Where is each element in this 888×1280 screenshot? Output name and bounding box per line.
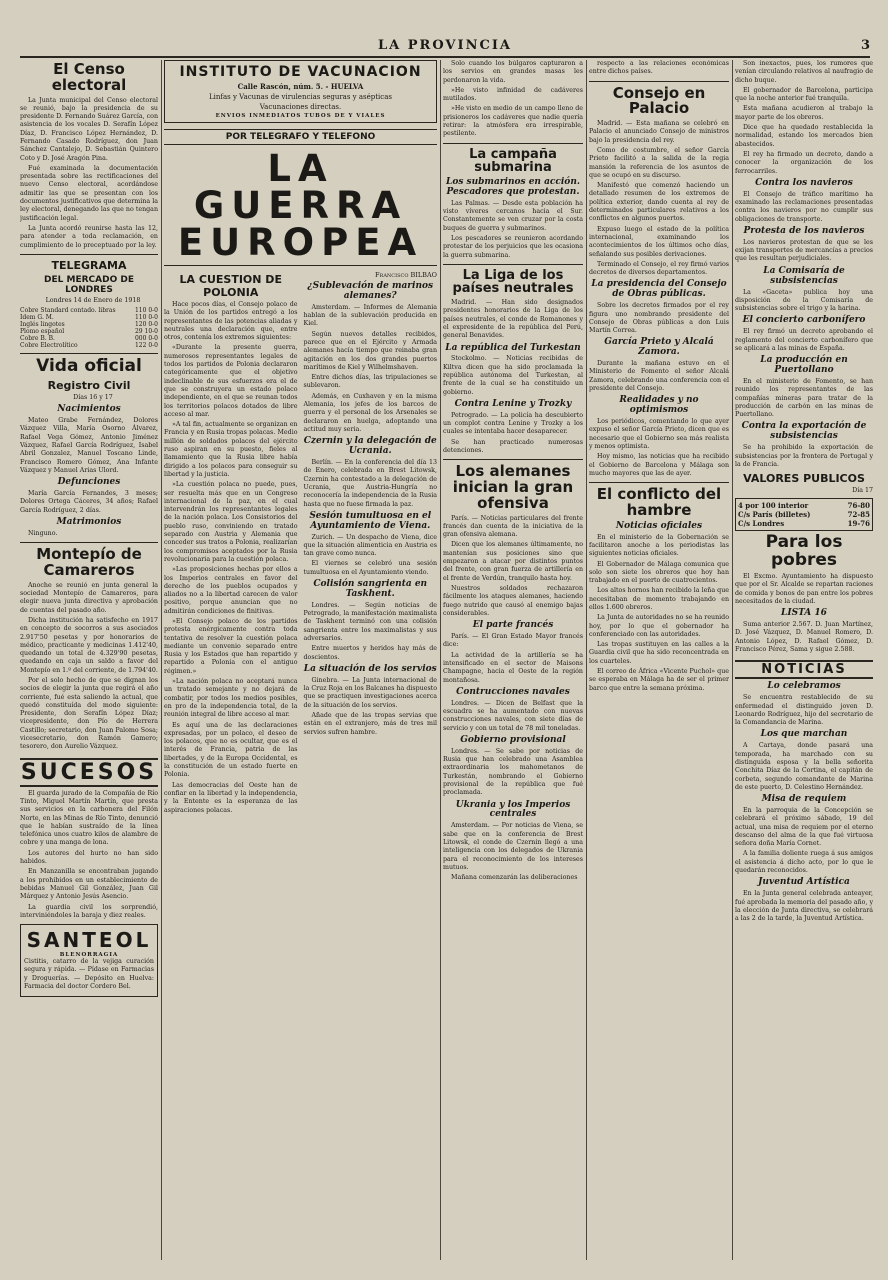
registro-heading: Registro Civil [47, 378, 131, 392]
column-divider [586, 60, 587, 1260]
noticias-heading: NOTICIAS [735, 660, 873, 679]
table-row: C/s París (billetes) 72-85 [738, 510, 870, 520]
valores-date: Día 17 [852, 487, 873, 495]
article-text: Según nuevos detalles recibidos, parece que en el Ejército y Armada alemanes hacía tiempo que reinaba gran agitación en los dos grandes puertos marítimos de Kiel y Wilhelmshaven. [303, 330, 437, 371]
article-text: Londres. — Dicen de Belfast que la escuadra se ha aumentado con nuevas construcciones navales, con siete días de servicio y con un total de 78 mil toneladas. [443, 699, 583, 732]
column-2 [164, 60, 437, 1260]
article-text: El guarda jurado de la Compañía de Río Tinto, Miguel Martín Martín, que presta sus servicios en la carbonera del Filón Norte, en las Minas de Río Tinto, denunció que le habían sustraído de la línea telefónica unos cuatro kilos de alambre de cobre y una manga de lona. [20, 789, 158, 847]
article-text: Manifestó que comenzó haciendo un detallado resumen de los extremos de política exterior, dando cuenta al rey de determinados particulares relativos a los conflictos en algunos puertos. [589, 182, 729, 223]
article-text: Los altos hornos han recibido la leña que necesitaban de momento trabajando en ellos 1.600 obreros. [589, 587, 729, 611]
produccion-heading: La producción en Puertollano [760, 355, 848, 376]
article-text: Madrid. — Han sido designados presidentes honorarios de la Liga de los países neutrales, el conde de Romanones y el expresidente de la república del Perú, general Benavides. [443, 299, 583, 340]
article-text: Stockolmo. — Noticias recibidas de Kiltva dicen que ha sido proclamada la república autónoma del Turkestan, al frente de la cual se ha constituido un gobierno. [443, 355, 583, 396]
alemanes-heading: Los alemanes inician la gran ofensiva [452, 462, 574, 512]
article-text: Los navieros protestan de que se les exijan transportes de mercancías a precios que les resultan perjudiciales. [735, 238, 873, 263]
consejo-heading: Consejo en Palacio [612, 83, 706, 118]
table-row: 4 por 100 interior 76-80 [738, 501, 870, 511]
article-text: Anoche se reunió en junta general la sociedad Montepío de Camareros, para elegir nueva junta directiva y aprobación de cuentas del pasado año. [20, 581, 158, 614]
article-text: Se ha prohibido la exportación de subsistencias por la frontera de Portugal y la de Francia. [735, 444, 873, 468]
article-text: Además, en Cuxhaven y en la misma Alemania, los jefes de los barcos de guerra y el personal de los Arsenales se declararon en huelga, adoptando una actitud muy seria. [303, 392, 437, 433]
vacunacion-ad-line: Vacunaciones directas. [259, 103, 342, 111]
juventud-heading: Juventud Artística [758, 877, 850, 888]
article-text: Se encuentra restablecido de su enfermedad el distinguido joven D. Leonardo Rodríguez, hijo del secretario de la Comandancia de Marina. [735, 694, 873, 727]
montepio-heading: Montepío de Camareros [36, 545, 142, 579]
table-row: Cobre B. B. 000 0-0 [20, 335, 158, 343]
article-text: »La nación polaca no aceptará nunca un tratado semejante y no dejará de combatir, por todos los medios posibles, en pro de la independencia total, de la reunión integral de libre acceso al mar. [164, 678, 298, 719]
divider [443, 264, 583, 265]
article-text: El gobernador de Barcelona, participa que la noche anterior fué tranquila. [735, 86, 873, 103]
vida-oficial-heading: Vida oficial [36, 356, 142, 377]
article-text: Dicha institución ha satisfecho en 1917 en concepto de socorros a sus asociados 2.917'50 pesetas y por honorarios de médico, practicante y medicinas 1.412'40, quedando un total de 4.329'90 pesetas, quedando en caja un saldo a favor del Montepío en 1.º del corriente, de 1.794'40. [20, 616, 158, 674]
article-text: París. — Noticias particulares del frente francés dan cuenta de la iniciativa de la gran ofensiva alemana. [443, 514, 583, 539]
vacunacion-ad-line: ENVIOS INMEDIATOS TUBOS DE Y VIALES [215, 113, 386, 119]
article-text: Añade que de las tropas servias que están en el extranjero, más de tres mil servios sufren hambre. [303, 712, 437, 736]
comisaria-heading: La Comisaría de subsistencias [763, 265, 845, 286]
article-text: El viernes se celebró una sesión tumultuosa en el Ayuntamiento viendo. [303, 560, 437, 576]
campana-subheading: Los submarinos en acción. Pescadores que protestan. [446, 176, 580, 197]
article-text: »La cuestión polaca no puede, pues, ser resuelta más que en un Congreso internacional de la paz, en el cual intervendrán los representantes legales de la nación polaca. Los Consistorios del pueblo ruso, conviniendo en tratado separado con Austria y Alemania que conceder sus tratos a Polonia, realizarían los compromisos aceptados por la Rusia revolucionaria para la cuestión polaca. [164, 481, 298, 563]
polonia-heading: LA CUESTION DE POLONIA [179, 273, 282, 299]
column-divider [732, 60, 733, 1260]
matrimonios-heading: Matrimonios [56, 517, 122, 528]
censo-heading: El Censo electoral [51, 60, 127, 94]
article-text: En el ministerio de Fomento, se han reunido los representantes de las compañías mineras para tratar de la producción de carbón en las minas de Puertollano. [735, 377, 873, 419]
santeol-subtitle: BLENORRAGIA [59, 952, 119, 959]
article-text: Entre dichos días, las tripulaciones se sublevaron. [303, 374, 437, 390]
article-text: En la parroquia de la Concepción se celebrará el próximo sábado, 19 del actual, una misa de requiem por el eterno descanso del alma de la que fué virtuosa señora doña María Cornet. [735, 807, 873, 848]
article-text: Sobre los decretos firmados por el rey figura uno nombrando presidente del Consejo de Obras públicas a don Luis Martín Correa. [589, 302, 729, 335]
article-text: Nuestros soldados rechazaron fácilmente los ataques alemanes, haciendo fuego nutrido que causó al enemigo bajas considerables. [443, 584, 583, 617]
article-text: Solo cuando los búlgaros capturaron a los servios en grandes masas les perdonaron la vida. [443, 60, 583, 84]
nacimientos-heading: Nacimientos [57, 404, 121, 415]
article-text: Fué examinada la documentación presentada sobre las rectificaciones del nuevo Censo electoral, acordándose admitir las que se presentan con los documentos justificativos que determina la ley electoral, denegando las que no tengan justificación legal. [20, 164, 158, 222]
table-row: Cobre Electrolítico 122 0-0 [20, 342, 158, 350]
article-text: Expuso luego el estado de la política internacional, examinando los acontecimientos de los últimos ocho días, señalando sus posibles derivaciones. [589, 225, 729, 258]
article-text: En Manzanilla se encontraban jugando a los prohibidos en un establecimiento de bebidas Manuel Gil González, Juan Gil Márquez y Antonio Jesús Asencio. [20, 868, 158, 901]
article-text: Ninguno. [28, 529, 58, 537]
article-text: Las tropas sustituyen en las calles a la Guardia civil que ha sido reconcentrada en los cuarteles. [589, 641, 729, 665]
vacunacion-ad [164, 60, 437, 123]
santeol-title: SANTEOL [26, 928, 152, 953]
article-text: Madrid. — Esta mañana se celebró en Palacio el anunciado Consejo de ministros bajo la presidencia del rey. [589, 120, 729, 144]
construcciones-heading: Contrucciones navales [456, 686, 570, 697]
newspaper-title: LA PROVINCIA [378, 38, 512, 53]
article-text: El correo de África «Vicente Puchol» que se esperaba en Málaga ha de ser el primer barco que entre la semana próxima. [589, 668, 729, 692]
article-text: Hoy mismo, las noticias que ha recibido el Gobierno de Barcelona y Málaga son mucho mayores que las de ayer. [589, 453, 729, 477]
liga-heading: La Liga de los países neutrales [452, 267, 574, 297]
article-text: Suma anterior 2.567. D. Juan Martínez, D. José Vázquez, D. Manuel Romero, D. Antonio López, D. Rafael Gómez, D. Francisco Pérez, Sama y sigue 2.588. [735, 621, 873, 654]
vacunacion-ad-line: Linfas y Vacunas de virulencias seguras y asépticas [209, 93, 392, 101]
article-text: Los autores del hurto no han sido habidos. [20, 849, 158, 866]
divider [589, 81, 729, 82]
article-text: Son inexactos, pues, los rumores que venían circulando relativos al naufragio de dicho buque. [735, 60, 873, 84]
article-text: respecto a las relaciones económicas entre dichos países. [589, 60, 729, 76]
navieros-heading: Contra los navieros [755, 177, 853, 188]
santeol-text: Cistitis, catarro de la vejiga curación segura y rápida. — Pídase en Farmacias y Droguerías. — Depósito en Huelva: Farmacia del doctor Cordero Bel. [24, 958, 154, 990]
article-text: Dice que ha quedado restablecida la normalidad, estando los mercados bien abastecidos. [735, 124, 873, 148]
carbon-heading: El concierto carbonífero [742, 315, 866, 326]
article-text: Como de costumbre, el señor García Prieto facilitó a la salida de la regia mansión la referencia de los asuntos de que se ocupó en su discurso. [589, 146, 729, 179]
article-text: Las democracias del Oeste han de confiar en la libertad y la independencia, y la Entente es la esperanza de las aspiraciones polacas. [164, 781, 298, 814]
article-text: Durante la mañana estuvo en el Ministerio de Fomento el señor Alcalá Zamora, celebrando una conferencia con el presidente del Consejo. [589, 360, 729, 393]
mercado-heading: DEL MERCADO DE LONDRES [44, 274, 134, 295]
valores-table [735, 498, 873, 531]
article-text: Ginebra. — La Junta internacional de la Cruz Roja en los Balcanes ha dispuesto que se practiquen investigaciones acerca de la situación de los servios. [303, 676, 437, 709]
divider [20, 542, 158, 543]
article-text: »He visto infinidad de cadáveres mutilados. [443, 86, 583, 103]
servios-heading: La situación de los servios [303, 663, 437, 674]
article-text: En el ministerio de la Gobernación se facilitaron anoche a los periodistas las siguientes noticias oficiales. [589, 533, 729, 558]
campana-heading: La campaña submarina [469, 146, 557, 176]
mercado-date: Londres 14 de Enero de 1918 [45, 296, 141, 304]
subcolumn-left [164, 270, 298, 817]
santeol-ad [20, 924, 158, 997]
column-divider [161, 60, 162, 1260]
turkestan-heading: La república del Turkestan [445, 342, 581, 353]
article-text: La actividad de la artillería se ha intensificado en el sector de Maisons Champagne, hacia el Oeste de la región montañosa. [443, 651, 583, 684]
column-divider [440, 60, 441, 1260]
article-text: El Consejo de tráfico marítimo ha examinado las reclamaciones presentadas contra los navieros por no cumplir sus obligaciones de transporte. [735, 190, 873, 223]
pobres-heading: Para los pobres [765, 532, 843, 571]
valores-heading: VALORES PUBLICOS [743, 472, 865, 486]
page-number: 3 [860, 38, 870, 53]
colision-heading: Colisión sangrienta en Taskhent. [313, 579, 428, 599]
table-row: Cobre Standard contado. libras 110 0-0 [20, 307, 158, 315]
exportacion-heading: Contra la exportación de subsistencias [741, 421, 867, 442]
prieto-heading: García Prieto y Alcalá Zamora. [604, 337, 714, 358]
table-row: Plomo español 29 10-0 [20, 328, 158, 336]
defunciones-heading: Defunciones [57, 477, 121, 488]
realidades-heading: Realidades y no optimismos [619, 395, 699, 416]
divider [164, 265, 437, 266]
table-row: Idem G. M. 110 0-0 [20, 314, 158, 322]
wide-article-columns [164, 270, 437, 817]
conflicto-heading: El conflicto del hambre [596, 485, 722, 519]
vacunacion-ad-title: INSTITUTO DE VACUNACION [179, 64, 422, 80]
viena-heading: Sesión tumultuosa en el Ayuntamiento de Viena. [309, 510, 432, 531]
divider [443, 459, 583, 460]
column-3 [443, 60, 583, 1260]
article-text: »He visto en medio de un campo lleno de prisioneros los cadáveres que nadie quería retirar: la atmósfera era irrespirable, pestilente. [443, 105, 583, 138]
article-text: El rey ha firmado un decreto, dando a conocer la organización de los ferrocarriles. [735, 150, 873, 175]
article-text: Hace pocos días, el Consejo polaco de la Unión de los partidos entregó a los representantes de las potencias aliadas y neutrales una declaración que, entre otros, contenía los extremos siguientes: [164, 301, 298, 342]
article-text: La guardia civil los sorprendió, interviniéndoles la baraja y diez reales. [20, 903, 158, 919]
article-text: Mateo Grabe Fernández, Dolores Vázquez Villa, María Osorno Álvarez, Rafael Vega Gómez, Antonio Jiménez Vázquez, Rafael García Rodríguez, Isabel Abril Gonzalez, Manuel Toscano Linde, Francisco Romero Gómez, Ana Infante Vázquez y Manuel Arias Ulord. [20, 417, 158, 474]
telegrama-heading: TELEGRAMA [51, 258, 127, 272]
article-text: Berlín. — En la conferencia del día 13 de Enero, celebrada en Brest Litowsk, Czernin ha contestado a la delegación de Ucrania, que Austria-Hungría no reconocería la independencia de la Rusia hasta que no fuese firmada la paz. [303, 459, 437, 508]
ucrania-heading: Ukrania y los Imperios centrales [455, 799, 571, 820]
article-text: Entre muertos y heridos hay más de doscientos. [303, 645, 437, 661]
lista-heading: LISTA 16 [781, 608, 827, 619]
lenine-heading: Contra Lenine y Trozky [454, 398, 572, 409]
article-text: En la Junta general celebrada anteayer, fué aprobada la memoria del pasado año, y la elección de Junta directiva, se celebrará a las 2 de la tarde, la Juventud Artística. [735, 890, 873, 923]
author-signature: Francisco BILBAO [375, 271, 437, 279]
vacunacion-ad-address: Calle Rascón, núm. 5. - HUELVA [237, 82, 364, 91]
article-text: »El Consejo polaco de los partidos protesta enérgicamente contra toda tentativa de resolver la cuestión polaca mediante un convenio separado entre Rusia y los Estados que han repartido y repartido a Polonia con el antiguo régimen.» [164, 617, 298, 675]
article-text: Se han practicado numerosas detenciones. [443, 438, 583, 455]
divider [443, 143, 583, 144]
article-text: Zurich. — Un despacho de Viena, dice que la situación alimenticia en Austria es tan grave como nunca. [303, 533, 437, 558]
divider [20, 353, 158, 354]
marchan-heading: Los que marchan [760, 729, 848, 740]
article-text: Las Palmas. — Desde esta población ha visto víveres cercanos hacia el Sur. Constantemente se ven cruzar por la costa buques de guerra y submarinos. [443, 199, 583, 232]
article-text: Por el solo hecho de que se dignan los socios de elegir la junta que regirá el año corriente, fué esta saliendo la actual, que quedó constituída del modo siguiente: Presidente, don Serafín López Díaz; vicepresidente, don Pío de Herrera Castillo; secretario, don Juan Palomo Sosa; vicesecretario, don Ramón Gamero; tesorero, don Aurelio Vázquez. [20, 676, 158, 751]
article-text: Londres. — Se sabe por noticias de Rusia que han celebrado una Asamblea extraordinaria los mahometanos de Turkestán, nombrando el Gobierno provisional de la república que fué proclamada. [443, 747, 583, 797]
article-text: Amsterdam. — Informes de Alemania hablan de la sublevación producida en Kiel. [303, 303, 437, 328]
article-text: La Junta acordó reunirse hasta las 12, para atender a toda reclamación, en cumplimiento de lo preceptuado por la ley. [20, 224, 158, 249]
noticias-oficiales-heading: Noticias oficiales [615, 520, 703, 531]
guerra-europea-headline: LA GUERRA EUROPEA [177, 147, 424, 264]
article-text: El rey firmó un decreto aprobando el reglamento del concierto carbonífero que se aplicará a las minas de España. [735, 328, 873, 352]
article-text: El Excmo. Ayuntamiento ha dispuesto que por el Sr. Alcalde se repartan raciones de comida y bonos de pan entre los pobres necesitados de la ciudad. [735, 573, 873, 605]
article-text: Londres. — Según noticias de Petrogrado, la manifestación maximalista de Taskhent terminó con una colisión sangrienta entre los maximalistas y sus adversarios. [303, 601, 437, 643]
parte-heading: El parte francés [472, 620, 554, 631]
article-text: La «Gaceta» publica hoy una disposición de la Comisaría de subsistencias sobre el trigo y la harina. [735, 288, 873, 313]
table-row: Inglés lingotes 120 0-0 [20, 321, 158, 329]
article-text: El Gobernador de Málaga comunica que solo son siete los obreros que hoy han trabajado en el puerto de cuatrocientos. [589, 560, 729, 585]
page-header [20, 38, 870, 58]
protesta-heading: Protesta de los navieros [743, 225, 865, 236]
article-text: María García Fernandes, 3 meses; Dolores Ortega Cáceres, 34 años; Rafael García Rodríguez, 2 días. [20, 490, 158, 514]
article-text: Mañana comenzarán las deliberaciones [451, 874, 578, 882]
table-row: C/s Londres 19-76 [738, 519, 870, 529]
czernin-heading: Czernin y la delegación de Ucrania. [303, 436, 437, 457]
sublevacion-heading: ¿Sublevación de marinos alemanes? [307, 281, 434, 301]
subcolumn-right [304, 270, 438, 817]
column-4 [589, 60, 729, 1260]
article-text: A Cartaya, donde pasará una temporada, ha marchado con su distinguida esposa y la bella señorita Conchita Díaz de la Cortina, el capitán de corbeta, segundo comandante de Marina de este puerto, D. Celestino Hernández. [735, 742, 873, 791]
column-1 [20, 60, 158, 1260]
column-5 [735, 60, 873, 1260]
article-text: Petrogrado. — La policía ha descubierto un complot contra Lenine y Trozky a los cuales se intentaba hacer desaparecer. [443, 411, 583, 436]
divider [589, 482, 729, 483]
article-text: Los pescadores se reunieron acordando protestar de los perjuicios que les ocasiona la guerra submarina. [443, 234, 583, 259]
article-text: Terminado el Consejo, el rey firmó varios decretos de diversos departamentos. [589, 260, 729, 277]
sucesos-heading: SUCESOS [20, 759, 158, 785]
misa-heading: Misa de requiem [761, 794, 847, 805]
article-text: París. — El Gran Estado Mayor francés dice: [443, 633, 583, 649]
article-text: «Durante la presente guerra, numerosos representantes legales de todos los partidos de Polonia declararon categóricamente que el objetivo indeclinable de sus esfuerzos era el de que se construyera un estado polaco independiente, en el que se reunan todos los territorios polacos dotados de libre acceso al mar. [164, 344, 298, 418]
celebran-heading: Lo celebramos [767, 681, 841, 692]
article-text: Es aquí una de las declaraciones expresadas, por un polaco, el deseo de los polacos, que no es ocultar, que es el interés de Francia, patria de las libertades, y de la Europa Occidental, es la constitución de un estado fuerte en Polonia. [164, 721, 298, 779]
article-text: Dicen que los alemanes últimamente, no mantenían sus posiciones sino que empezaron a atacar por distintos puntos del frente, con gran fuerza de artillería en el frente de Verdún, tranquilo hasta hoy. [443, 541, 583, 582]
article-text: Los periódicos, comentando lo que ayer expuso el señor García Prieto, dicen que es necesario que el Gobierno sea más realista y menos optimista. [589, 418, 729, 451]
article-text: La Junta municipal del Censo electoral se reunió, bajo la presidencia de su presidente D. Fernando Suárez García, con asistencia de los vocales D. Serafín López Díaz, D. Francisco López Hernández, D. Fernando Casado Rodríguez, don Juan Sánchez Cantalejo, D. Sebastián Quintero Coto y D. José Aragón Pina. [20, 96, 158, 162]
registro-dates: Días 16 y 17 [73, 393, 113, 401]
market-table [20, 307, 158, 349]
article-text: Esta mañana acudieron al trabajo la mayor parte de los obreros. [735, 105, 873, 121]
article-text: Amsterdam. — Por noticias de Viena, se sabe que en la conferencia de Brest Litowsk, el conde de Czernin llegó a una inteligencia con los delegados de Ukrania para el reconocimiento de los intereses mutuos. [443, 822, 583, 871]
article-text: A la familia doliente ruega á sus amigos el asistencia á dicho acto, por lo que le quedarán reconocidos. [735, 850, 873, 875]
gobierno-heading: Gobierno provisional [460, 734, 566, 745]
divider [20, 254, 158, 255]
article-text: »A tal fin, actualmente se organizan en Francia y en Rusia tropas polacas. Medio millón de soldados polacos del ejército ruso aspiran en su puesto, fieles al llamamiento que la Rusia libre había dirigido a los polacos para conseguir su libertad y la justicia. [164, 421, 298, 478]
telegrafo-kicker: POR TELEGRAFO Y TELEFONO [164, 129, 437, 145]
article-text: La Junta de autoridades no se ha reunido hoy, por lo que el gobernador ha conferenciado con las autoridades. [589, 614, 729, 638]
article-text: »Las proposiciones hechas por ellos a los Imperios centrales en favor del derecho de los pueblos ocupados y aliados no a la libertad carecen de valor positivo, porque anuncian que no admitirán condiciones de finitivas. [164, 566, 298, 615]
obras-heading: La presidencia del Consejo de Obras públicas. [591, 279, 727, 300]
